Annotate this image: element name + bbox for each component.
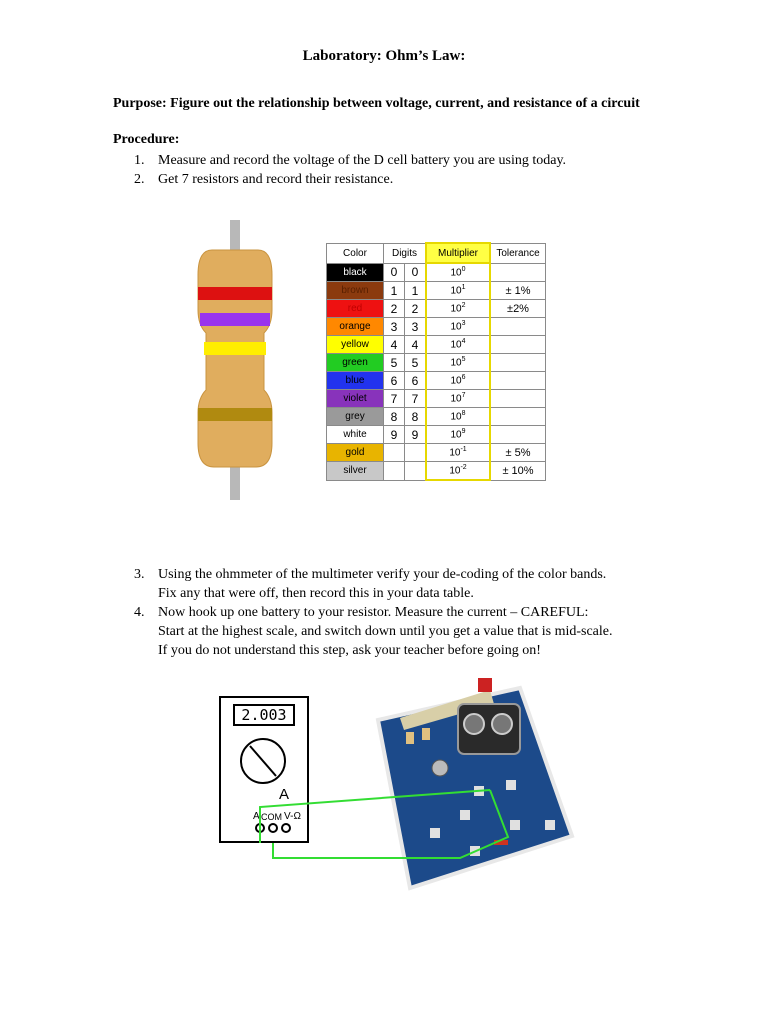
digit-second xyxy=(405,462,427,481)
multiplier: $10^8$ xyxy=(426,408,490,426)
step-4 xyxy=(134,603,714,660)
multiplier: $10^4$ xyxy=(426,336,490,354)
color-swatch: brown xyxy=(327,282,384,300)
header-color: Color xyxy=(327,243,384,263)
multiplier: $10^9$ xyxy=(426,426,490,444)
digit-second: 2 xyxy=(405,300,427,318)
digit-second: 8 xyxy=(405,408,427,426)
color-swatch: red xyxy=(327,300,384,318)
resistor-body xyxy=(198,250,272,467)
procedure-label: Procedure: xyxy=(113,132,180,147)
step-1 xyxy=(134,151,694,170)
tolerance: ± 1% xyxy=(490,282,546,300)
digit-second xyxy=(405,444,427,462)
digit-first xyxy=(384,444,405,462)
spring-terminal xyxy=(406,732,414,744)
digit-second: 3 xyxy=(405,318,427,336)
color-swatch: green xyxy=(327,354,384,372)
digit-second: 4 xyxy=(405,336,427,354)
digit-first: 5 xyxy=(384,354,405,372)
jack-label-a: A xyxy=(253,811,260,822)
digit-first xyxy=(384,462,405,481)
table-row xyxy=(327,336,546,354)
digit-second: 6 xyxy=(405,372,427,390)
digit-first: 8 xyxy=(384,408,405,426)
table-row xyxy=(327,372,546,390)
multiplier: $10^{-2}$ xyxy=(426,462,490,481)
multiplier: $10^6$ xyxy=(426,372,490,390)
wire-a xyxy=(260,790,490,843)
color-code-table xyxy=(326,242,546,481)
digit-first: 7 xyxy=(384,390,405,408)
digit-second: 1 xyxy=(405,282,427,300)
tolerance xyxy=(490,263,546,282)
digit-second: 9 xyxy=(405,426,427,444)
header-tolerance: Tolerance xyxy=(490,243,546,263)
step-number: 4. xyxy=(134,605,145,620)
header-digits: Digits xyxy=(384,243,427,263)
multiplier: $10^0$ xyxy=(426,263,490,282)
digit-second: 5 xyxy=(405,354,427,372)
digit-first: 1 xyxy=(384,282,405,300)
battery-terminal xyxy=(478,678,492,692)
tolerance: ± 5% xyxy=(490,444,546,462)
tolerance xyxy=(490,408,546,426)
digit-first: 2 xyxy=(384,300,405,318)
band-gold xyxy=(198,408,272,421)
color-swatch: silver xyxy=(327,462,384,481)
multiplier: $10^1$ xyxy=(426,282,490,300)
digit-second: 7 xyxy=(405,390,427,408)
step-3 xyxy=(134,565,694,603)
color-swatch: violet xyxy=(327,390,384,408)
digit-first: 6 xyxy=(384,372,405,390)
table-row xyxy=(327,300,546,318)
color-swatch: gold xyxy=(327,444,384,462)
step-number: 2. xyxy=(134,172,145,187)
table-row xyxy=(327,390,546,408)
wire-com xyxy=(273,790,508,858)
step-text: Measure and record the voltage of the D cell battery you are using today. xyxy=(158,153,567,168)
digit-first: 9 xyxy=(384,426,405,444)
tolerance: ±2% xyxy=(490,300,546,318)
table-header-row xyxy=(327,243,546,263)
multiplier: $10^2$ xyxy=(426,300,490,318)
step-number: 1. xyxy=(134,153,145,168)
tolerance xyxy=(490,426,546,444)
tolerance xyxy=(490,336,546,354)
table-row xyxy=(327,354,546,372)
jack-label-com: COM xyxy=(261,812,282,822)
tolerance xyxy=(490,354,546,372)
band-yellow xyxy=(204,342,266,355)
page-title: Laboratory: Ohm’s Law: xyxy=(302,48,466,64)
digit-second: 0 xyxy=(405,263,427,282)
color-swatch: black xyxy=(327,263,384,282)
digit-first: 0 xyxy=(384,263,405,282)
resistor-illustration xyxy=(190,215,280,505)
color-swatch: orange xyxy=(327,318,384,336)
tolerance: ± 10% xyxy=(490,462,546,481)
digit-first: 4 xyxy=(384,336,405,354)
step-text: If you do not understand this step, ask your teacher before going on! xyxy=(158,643,541,658)
table-row xyxy=(327,263,546,282)
header-multiplier: Multiplier xyxy=(426,243,490,263)
step-text: Get 7 resistors and record their resistance. xyxy=(158,172,394,187)
step-number: 3. xyxy=(134,567,145,582)
color-swatch: white xyxy=(327,426,384,444)
purpose-text: Purpose: Figure out the relationship between voltage, current, and resistance of a circuit xyxy=(113,96,640,111)
spring-terminal xyxy=(422,728,430,740)
battery-cell xyxy=(492,714,512,734)
color-swatch: yellow xyxy=(327,336,384,354)
table-row xyxy=(327,444,546,462)
tolerance xyxy=(490,318,546,336)
battery-cell xyxy=(464,714,484,734)
table-row xyxy=(327,462,546,481)
table-row xyxy=(327,408,546,426)
range-label: A xyxy=(279,786,290,803)
potentiometer xyxy=(432,760,448,776)
step-2 xyxy=(134,170,694,189)
multiplier: $10^3$ xyxy=(426,318,490,336)
selector-dial-icon[interactable] xyxy=(238,736,288,786)
band-violet xyxy=(200,313,270,326)
jack-label-v-ohm: V-Ω xyxy=(284,811,301,822)
step-text: Start at the highest scale, and switch down until you get a value that is mid-scale. xyxy=(158,624,613,639)
color-swatch: grey xyxy=(327,408,384,426)
test-lead-wires xyxy=(250,780,520,865)
table-row xyxy=(327,282,546,300)
table-row xyxy=(327,318,546,336)
color-swatch: blue xyxy=(327,372,384,390)
multimeter-display: 2.003 xyxy=(233,704,295,726)
multiplier: $10^7$ xyxy=(426,390,490,408)
tolerance xyxy=(490,372,546,390)
table-row xyxy=(327,426,546,444)
tolerance xyxy=(490,390,546,408)
digit-first: 3 xyxy=(384,318,405,336)
multiplier: $10^{-1}$ xyxy=(426,444,490,462)
spring-terminal xyxy=(545,820,555,830)
band-red xyxy=(198,287,272,300)
multiplier: $10^5$ xyxy=(426,354,490,372)
step-text: Fix any that were off, then record this in your data table. xyxy=(158,586,474,601)
step-text: Now hook up one battery to your resistor. Measure the current – CAREFUL: xyxy=(158,605,589,620)
step-text: Using the ohmmeter of the multimeter verify your de-coding of the color bands. xyxy=(158,567,607,582)
